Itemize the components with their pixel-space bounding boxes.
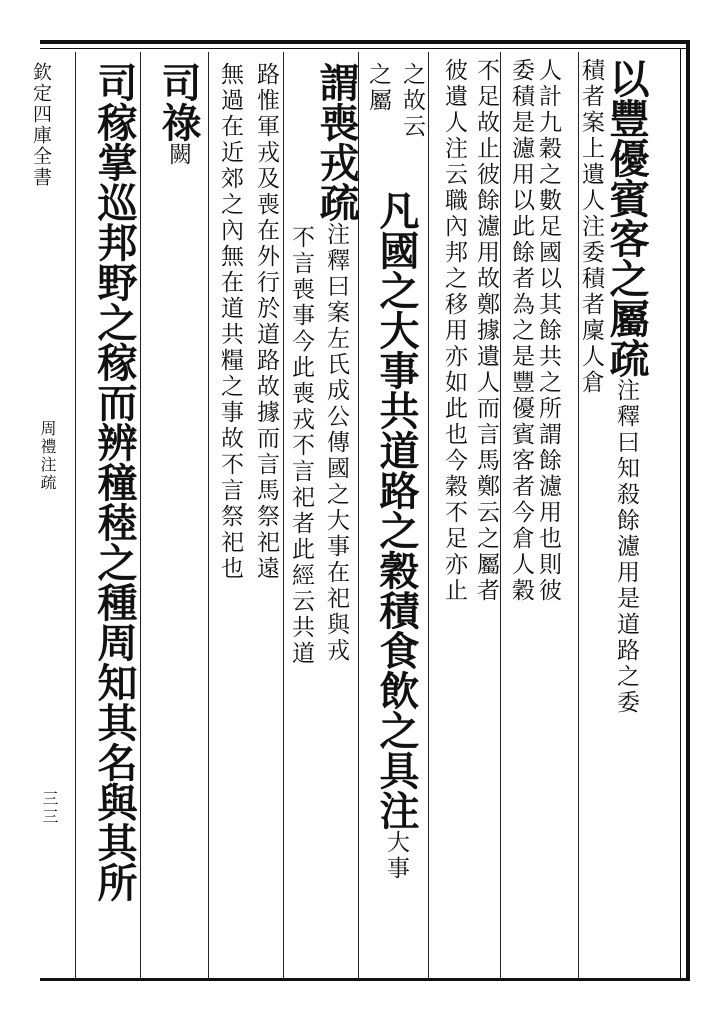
main-text: 注 xyxy=(373,790,420,830)
commentary-text: 之屬 xyxy=(365,62,391,114)
commentary-text: 注釋曰案左氏成公傳國之大事在祀與戎 xyxy=(323,222,349,664)
commentary-text: 彼遺人注云職內邦之移用亦如此也今穀不足亦止 xyxy=(441,58,467,604)
right-border xyxy=(686,40,690,981)
text-column xyxy=(368,190,425,882)
right-border-inner xyxy=(680,48,681,978)
commentary-text: 人計九穀之數足國以其餘共之所謂餘濾用也則彼 xyxy=(535,58,561,604)
main-text: 疏 xyxy=(603,338,650,378)
commentary-text: 不言喪事今此喪戎不言祀者此經云共道 xyxy=(288,225,314,667)
commentary-text: 大事 xyxy=(383,830,409,882)
column-rule xyxy=(428,52,429,978)
commentary-text: 云 xyxy=(399,114,425,140)
bottom-border xyxy=(40,978,690,981)
book-title: 欽定四庫全書 xyxy=(30,62,52,188)
text-column xyxy=(362,62,395,114)
book-name: 周禮注疏 xyxy=(38,420,57,492)
top-border-inner xyxy=(40,48,690,49)
commentary-text: 闕 xyxy=(165,142,191,168)
main-text: 司祿 xyxy=(155,62,202,142)
main-text: 司稼掌巡邦野之稼而辨穜稑之種周知其名與其所 xyxy=(91,62,138,902)
column-rule xyxy=(75,52,76,978)
text-column xyxy=(86,62,143,902)
page-number: 三三 xyxy=(40,790,59,826)
main-text: 謂喪戎 xyxy=(313,62,360,182)
commentary-text: 無過在近郊之內無在道共糧之事故不言祭祀也 xyxy=(217,62,243,582)
text-column xyxy=(470,58,503,604)
text-column xyxy=(250,62,283,582)
text-column xyxy=(150,62,207,168)
commentary-text: 積者案上遺人注委積者廩人倉 xyxy=(578,58,604,396)
commentary-text: 委積是濾用以此餘者為之是豐優賓客者今倉人穀 xyxy=(508,58,534,604)
text-column xyxy=(505,58,538,604)
text-column xyxy=(285,225,318,667)
column-rule xyxy=(283,52,284,978)
commentary-text: 注釋曰知殺餘濾用是道路之委 xyxy=(613,378,639,716)
main-text: 以豐優賓客之屬 xyxy=(603,58,650,338)
main-text: 疏 xyxy=(313,182,360,222)
main-text: 凡國之大事共道路之穀積食飲之具 xyxy=(373,190,420,790)
commentary-text: 之故 xyxy=(399,62,425,114)
text-column xyxy=(438,58,471,604)
commentary-text: 不足故止彼餘濾用故鄭據遺人而言馬鄭云之屬者 xyxy=(473,58,499,604)
commentary-text: 路惟軍戎及喪在外行於道路故據而言馬祭祀遠 xyxy=(253,62,279,582)
column-rule xyxy=(208,52,209,978)
text-column xyxy=(575,58,608,396)
text-column xyxy=(396,62,429,140)
top-border xyxy=(40,40,690,44)
text-column xyxy=(214,62,247,582)
